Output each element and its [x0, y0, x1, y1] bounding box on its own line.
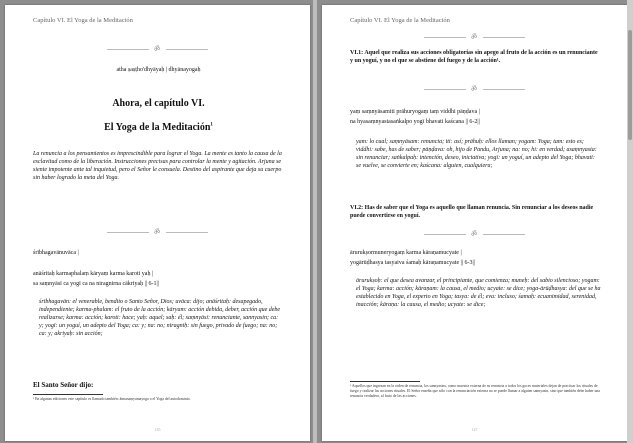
running-header: Capítulo VI. El Yoga de la Meditación: [350, 17, 450, 24]
sanskrit-verse-line: na hyasaṃnyastasaṅkalpo yogī bhavati kaścana || 6-2||: [350, 119, 480, 125]
chapter-intro: La renuncia a los pensamientos es imprescindible para lograr el Yoga. La mente es tanto la causa de la esclavitud como de la liberación. Instrucciones precisas para controlar la mente y agitación. Arjuna se siente impotente ante tal inquietud, pero el Señor le consuela. Destino del aspirante que deja su cuerpo sin haber logrado la meta del Yoga.: [33, 151, 282, 181]
ornament: ॐ: [322, 33, 627, 42]
sanskrit-verse-line: yaṃ saṃnyāsamiti prāhuryogaṃ taṃ viddhi pāṇḍava |: [350, 109, 480, 115]
scrollbar-thumb[interactable]: [628, 30, 632, 140]
page-number: 147: [471, 427, 478, 432]
word-glossary: yam: lo cual; saṃnyāsam: renuncia; iti: así; prāhuḥ: ellos llaman; yogam: Yoga; tam: esto es; viddhi: sabe, has de saber; pāṇḍava: oh, hijo de Pandu, Arjuna; na: no; hi: en verdad; asaṃnyasta: sin renunciar; saṅkalpaḥ: intención, deseo, iniciativa; yogī: un yoguí, un adepto del Yoga; bhavati: se vuelve, se convierte en; kaścana: alguien, cualquiera;: [356, 139, 597, 169]
page-number: 145: [154, 427, 161, 432]
footnote-rule: [33, 394, 103, 395]
vertical-scrollbar[interactable]: [627, 0, 633, 443]
ornament: ॐ: [5, 228, 310, 237]
word-glossary: ārurukṣoḥ: el que desea avanzar, el principiante, que comienza; muneḥ: del sabio silencioso; yogam: el Yoga; karma: acción; kāraṇam: la causa, el medio; ucyate: se dice; yoga-ārūḍhasya: del que se ha establecido en Yoga, el experto en Yoga; tasya: de él; eva: incluso; śamaḥ: ecuanimidad, serenidad, inacción; kāraṇa: la causa, el medio; ucyate: se dice;: [356, 278, 601, 308]
sanskrit-verse-line: ārurukṣormuneryogaṃ karma kāraṇamucyate |: [350, 250, 462, 256]
sanskrit-verse-line: sa saṃnyāsī ca yogī ca na niragnirna cākriyaḥ || 6-1||: [33, 281, 159, 287]
page-left: [5, 5, 310, 441]
verse-translation: VI.1: Aquel que realiza sus acciones obligatorias sin apego al fruto de la acción es un renunciante y un yoguí, y no el que se abstiene del fuego y de la acción¹.: [350, 50, 598, 64]
chapter-subtitle-text: El Yoga de la Meditación: [104, 122, 211, 133]
word-glossary: śrībhagavān: el venerable, bendito o Santo Señor, Dios; uvāca: dijo; anāśritaḥ: desapegado, independiente; karma-phalam: el fruto de la acción; kāryam: acción debida, deber, acción que debe realizarse; karma: acción; karoti: hace; yaḥ: aquel; saḥ: él; saṃnyāsī: renunciante, sannyasin; ca: y; yogī: un yoguí, un adepto del Yoga; ca: y; na: no; niragniḥ: sin fuego, privado de fuego; na: no; ca: y; akriyaḥ: sin acción;: [39, 299, 281, 337]
verse-translation: VI.2: Has de saber que el Yoga es aquello que llaman renuncia. Sin renunciar a los deseos nadie puede convertirse en yoguí.: [350, 205, 594, 219]
speaker-heading: El Santo Señor dijo:: [33, 381, 94, 389]
ornament: ॐ: [5, 45, 310, 54]
footnote-marker[interactable]: 1: [210, 122, 213, 128]
ornament: ॐ: [322, 85, 627, 94]
page-gutter: [313, 0, 317, 443]
speaker-line: śrībhagavānuvāca |: [33, 250, 79, 256]
footnote: ¹ Aquellos que ingresan en la orden de renuncia, los sannyasins, como muestra externa de su renuncia a todos los goces materiales dejan de practicar los rituales de fuego y realizar las acciones rituales. El Señor enseña que sólo con la renunciación externa no se puede llamar a alguien sannyasin, sino que también debe haber una renuncia verdadera, al fruto de las acciones.: [350, 384, 600, 398]
chapter-subtitle: [33, 122, 284, 133]
footnote: ¹ En algunas ediciones este capítulo es llamado también: ātmasaṃyamayoga o el Yoga del autodominio.: [33, 397, 191, 401]
page-right: [322, 5, 627, 441]
sanskrit-verse-line: yogārūḍhasya tasyaiva śamaḥ kāraṇamucyate || 6-3||: [350, 260, 475, 266]
ornament: ॐ: [322, 230, 627, 239]
translit-title: atha ṣaṣṭho'dhyāyaḥ | dhyānayogaḥ: [116, 67, 201, 73]
running-header: Capítulo VI. El Yoga de la Meditación: [33, 17, 133, 24]
sanskrit-verse-line: anāśritaḥ karmaphalaṃ kāryaṃ karma karoti yaḥ |: [33, 271, 154, 277]
footnote-rule: [350, 381, 420, 382]
chapter-title: Ahora, el capítulo VI.: [112, 98, 205, 109]
